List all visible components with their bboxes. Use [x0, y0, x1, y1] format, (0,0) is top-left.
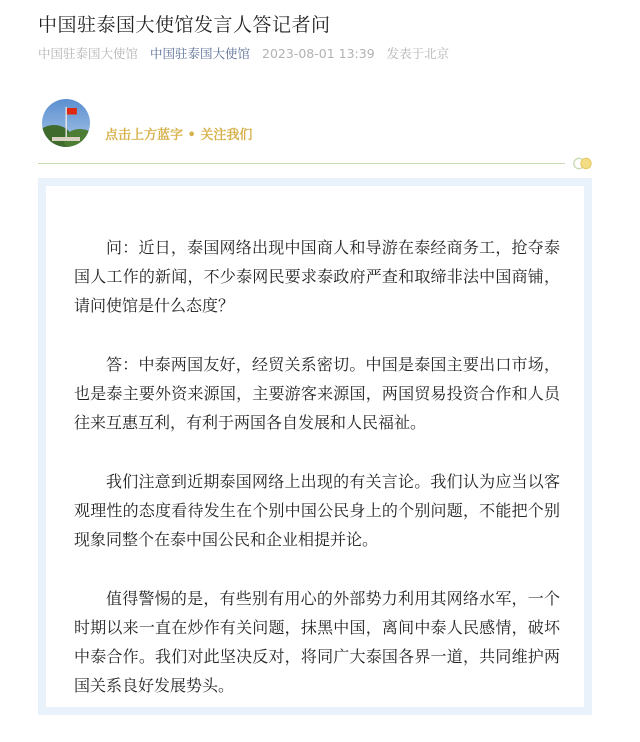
article-body	[46, 186, 584, 707]
publish-location: 发表于北京	[386, 46, 450, 61]
publish-datetime: 2023-08-01 13:39	[262, 46, 375, 61]
account-link[interactable]: 中国驻泰国大使馆	[150, 46, 251, 61]
double-circle-ornament-icon	[572, 157, 596, 170]
article-title: 中国驻泰国大使馆发言人答记者问	[38, 14, 331, 36]
divider-line	[38, 163, 565, 164]
follow-prompt[interactable]: 点击上方蓝字 • 关注我们	[105, 128, 253, 143]
paragraph-warning: 值得警惕的是，有些别有用心的外部势力利用其网络水军，一个时期以来一直在炒作有关问题，抹黑中国，离间中泰人民感情，破坏中泰合作。我们对此坚决反对，将同广大泰国各界一道，共同维护两国关系良好发展势头。	[74, 589, 560, 695]
paragraph-answer: 答：中泰两国友好，经贸关系密切。中国是泰国主要出口市场，也是泰主要外资来源国，主要游客来源国，两国贸易投资合作和人员往来互惠互利，有利于两国各自发展和人民福祉。	[74, 355, 560, 432]
article-meta	[38, 44, 457, 62]
avatar-flag-image	[42, 99, 90, 147]
avatar[interactable]	[42, 99, 90, 147]
paragraph-question: 问：近日，泰国网络出现中国商人和导游在泰经商务工，抢夺泰国人工作的新闻，不少泰网民要求泰政府严查和取缔非法中国商铺，请问使馆是什么态度？	[74, 238, 560, 315]
author-name: 中国驻泰国大使馆	[38, 46, 139, 61]
paragraph-remarks: 我们注意到近期泰国网络上出现的有关言论。我们认为应当以客观理性的态度看待发生在个别中国公民身上的个别问题，不能把个别现象同整个在泰中国公民和企业相提并论。	[74, 472, 560, 549]
article-body-card	[38, 178, 592, 715]
